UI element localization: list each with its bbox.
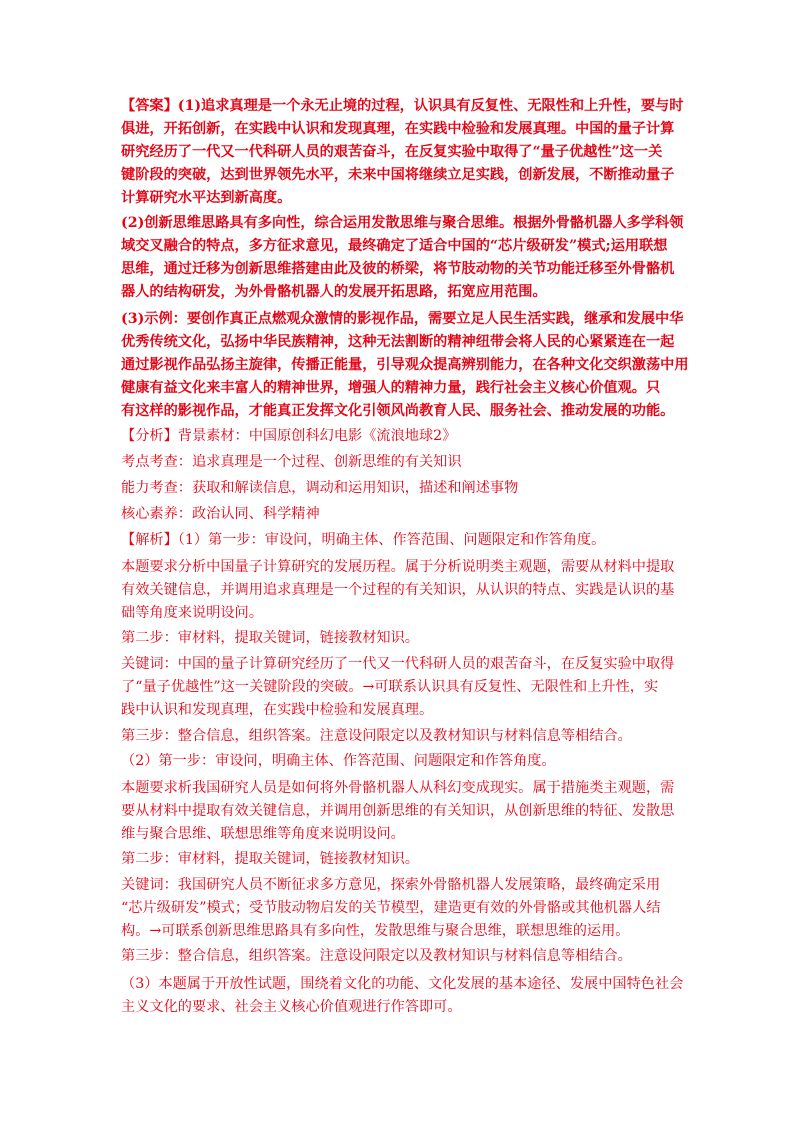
analysis-line: 能力考查：获取和解读信息，调动和运用知识，描述和阐述事物	[121, 480, 519, 496]
analysis-line: 核心素养：政治认同、科学精神	[121, 506, 320, 522]
explanation-line: 础等角度来说明设问。	[121, 605, 263, 621]
explanation-line: 要从材料中提取有效关键信息，并调用创新思维的有关知识，从创新思维的特征、发散思	[121, 803, 675, 819]
answer-line: 优秀传统文化，弘扬中华民族精神，这种无法割断的精神纽带会将人民的心紧紧连在一起	[121, 334, 675, 350]
explanation-line: 第二步：审材料，提取关键词，链接教材知识。	[121, 851, 419, 867]
explanation-line: （3）本题属于开放性试题，围绕着文化的功能、文化发展的基本途径、发展中国特色社会	[121, 976, 684, 992]
explanation-line: 本题要求分析中国量子计算研究的发展历程。属于分析说明类主观题，需要从材料中提取	[121, 559, 675, 575]
answer-line: 键阶段的突破，达到世界领先水平，未来中国将继续立足实践，创新发展，不断推动量子	[121, 167, 675, 183]
answer-line: 计算研究水平达到新高度。	[121, 190, 292, 206]
explanation-line: 有效关键信息，并调用追求真理是一个过程的有关知识，从认识的特点、实践是认识的基	[121, 582, 675, 598]
explanation-line: 维与聚合思维、联想思维等角度来说明设问。	[121, 826, 405, 842]
answer-line: 思维，通过迁移为创新思维搭建由此及彼的桥梁，将节肢动物的关节功能迁移至外骨骼机	[121, 261, 675, 277]
answer-line: 通过影视作品弘扬主旋律，传播正能量，引导观众提高辨别能力，在各种文化交织激荡中用	[121, 357, 689, 373]
answer-line: 有这样的影视作品，才能真正发挥文化引领风尚教育人民、服务社会、推动发展的功能。	[121, 403, 675, 419]
explanation-line: “芯片级研发”模式；受节肢动物启发的关节模型，建造更有效的外骨骼或其他机器人结	[121, 900, 661, 916]
explanation-line: 主义文化的要求、社会主义核心价值观进行作答即可。	[121, 999, 462, 1015]
answer-line: 健康有益文化来丰富人的精神世界，增强人的精神力量，践行社会主义核心价值观。只	[121, 380, 661, 396]
explanation-line: 第二步：审材料，提取关键词，链接教材知识。	[121, 630, 419, 646]
explanation-line: 践中认识和发现真理，在实践中检验和发展真理。	[121, 702, 434, 718]
explanation-line: 【解析】（1）第一步：审设问，明确主体、作答范围、问题限定和作答角度。	[121, 532, 606, 548]
explanation-line: 构。→可联系创新思维思路具有多向性，发散思维与聚合思维，联想思维的运用。	[121, 923, 630, 939]
analysis-line: 考点考查：追求真理是一个过程、创新思维的有关知识	[121, 454, 462, 470]
answer-line: 俱进，开拓创新，在实践中认识和发现真理，在实践中检验和发展真理。中国的量子计算	[121, 121, 675, 137]
answer-line: 研究经历了一代又一代科研人员的艰苦奋斗，在反复实验中取得了“量子优越性”这一关	[121, 144, 663, 160]
answer-line: 域交叉融合的特点，多方征求意见，最终确定了适合中国的“芯片级研发”模式;运用联想	[121, 238, 668, 254]
answer-line: 【答案】(1)追求真理是一个永无止境的过程，认识具有反复性、无限性和上升性，要与时	[121, 98, 684, 114]
explanation-line: （2）第一步：审设问，明确主体、作答范围、问题限定和作答角度。	[121, 753, 556, 769]
answer-line: (2)创新思维思路具有多向性，综合运用发散思维与聚合思维。根据外骨骼机器人多学科领	[121, 215, 684, 231]
analysis-line: 【分析】背景素材：中国原创科幻电影《流浪地球2》	[121, 428, 457, 444]
explanation-line: 本题要求析我国研究人员是如何将外骨骼机器人从科幻变成现实。属于措施类主观题，需	[121, 780, 675, 796]
explanation-line: 第三步：整合信息，组织答案。注意设问限定以及教材知识与材料信息等相结合。	[121, 728, 632, 744]
answer-line: 器人的结构研发，为外骨骼机器人的发展开拓思路，拓宽应用范围。	[121, 284, 547, 300]
explanation-line: 关键词：我国研究人员不断征求多方意见，探索外骨骼机器人发展策略，最终确定采用	[121, 877, 661, 893]
answer-line: (3)示例：要创作真正点燃观众激情的影视作品，需要立足人民生活实践，继承和发展中华	[121, 311, 684, 327]
explanation-line: 关键词：中国的量子计算研究经历了一代又一代科研人员的艰苦奋斗，在反复实验中取得	[121, 656, 675, 672]
explanation-line: 了“量子优越性”这一关键阶段的突破。→可联系认识具有反复性、无限性和上升性，实	[121, 679, 659, 695]
explanation-line: 第三步：整合信息，组织答案。注意设问限定以及教材知识与材料信息等相结合。	[121, 948, 632, 964]
